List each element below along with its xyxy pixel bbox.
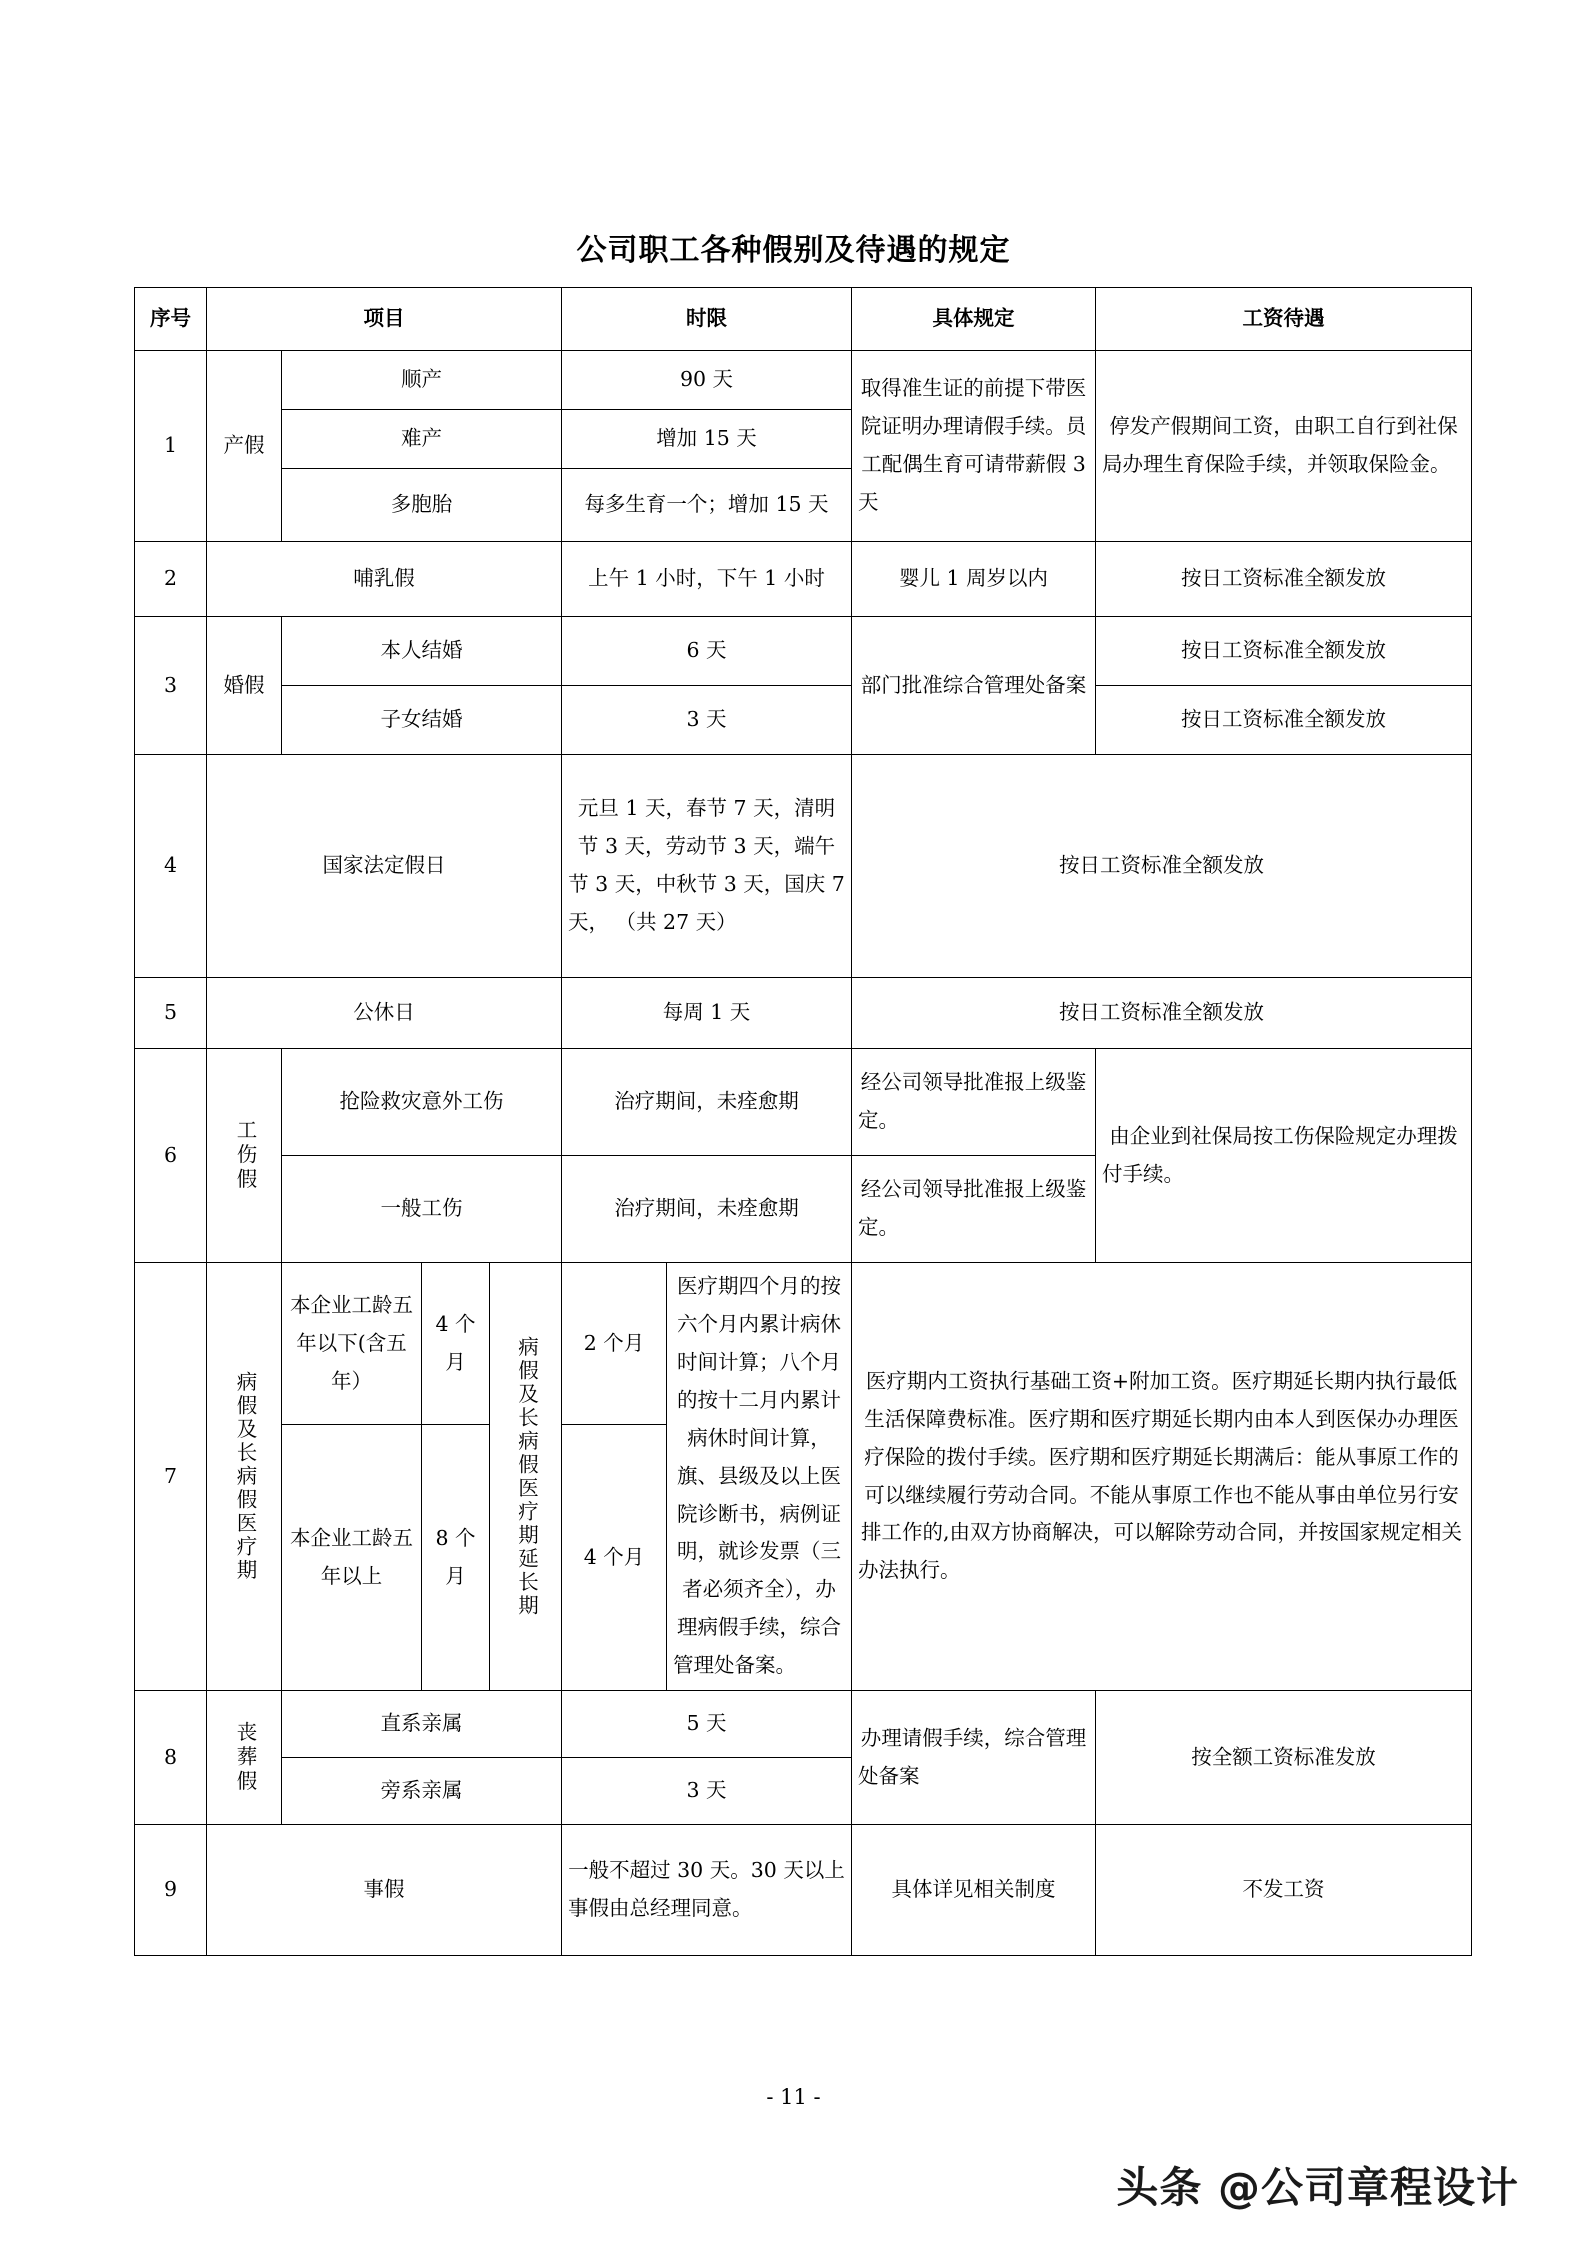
row-seq: 1	[135, 351, 207, 542]
row-pay: 医疗期内工资执行基础工资+附加工资。医疗期延长期内执行最低生活保障费标准。医疗期和医疗期延长期内由本人到医保办办理医疗保险的拨付手续。医疗期和医疗期延长期满后：能从事原工作的可以继续履行劳动合同。不能从事原工作也不能从事由单位另行安排工作的,由双方协商解决，可以解除劳动合同，并按国家规定相关办法执行。	[852, 1263, 1472, 1691]
row-seq: 9	[135, 1825, 207, 1956]
row-rule: 办理请假手续，综合管理处备案	[852, 1691, 1096, 1825]
row-seq: 6	[135, 1049, 207, 1263]
row-limit: 8 个月	[422, 1425, 490, 1691]
row-sub-item: 子女结婚	[282, 686, 562, 755]
row-category: 工伤假	[207, 1049, 282, 1263]
row-sub-item: 难产	[282, 410, 562, 469]
row-seq: 4	[135, 755, 207, 978]
row-seq: 7	[135, 1263, 207, 1691]
row-pay: 停发产假期间工资，由职工自行到社保局办理生育保险手续，并领取保险金。	[1096, 351, 1472, 542]
row-seq: 8	[135, 1691, 207, 1825]
row-rule: 取得准生证的前提下带医院证明办理请假手续。员工配偶生育可请带薪假 3 天	[852, 351, 1096, 542]
row-rule: 婴儿 1 周岁以内	[852, 542, 1096, 617]
row-sub-item: 直系亲属	[282, 1691, 562, 1758]
row-sub-item: 旁系亲属	[282, 1758, 562, 1825]
row-extension-value: 2 个月	[562, 1263, 667, 1425]
table-row	[135, 755, 1472, 978]
row-limit: 治疗期间，未痊愈期	[562, 1049, 852, 1156]
row-limit: 3 天	[562, 686, 852, 755]
row-rule: 经公司领导批准报上级鉴定。	[852, 1156, 1096, 1263]
row-category: 事假	[207, 1825, 562, 1956]
row-pay: 按全额工资标准发放	[1096, 1691, 1472, 1825]
table-row	[135, 1263, 1472, 1425]
row-limit: 每多生育一个；增加 15 天	[562, 469, 852, 542]
row-limit: 5 天	[562, 1691, 852, 1758]
table-row	[135, 617, 1472, 686]
row-limit: 4 个月	[422, 1263, 490, 1425]
row-limit: 90 天	[562, 351, 852, 410]
row-pay: 按日工资标准全额发放	[852, 978, 1472, 1049]
table-row	[135, 686, 1472, 755]
row-limit: 上午 1 小时，下午 1 小时	[562, 542, 852, 617]
header-limit: 时限	[562, 288, 852, 351]
row-limit: 每周 1 天	[562, 978, 852, 1049]
row-pay: 按日工资标准全额发放	[1096, 617, 1472, 686]
row-category: 婚假	[207, 617, 282, 755]
row-sub-item: 顺产	[282, 351, 562, 410]
header-item: 项目	[207, 288, 562, 351]
page-number: - 11 -	[766, 2085, 821, 2109]
row-rule: 部门批准综合管理处备案	[852, 617, 1096, 755]
row-rule: 经公司领导批准报上级鉴定。	[852, 1049, 1096, 1156]
row-category: 公休日	[207, 978, 562, 1049]
row-pay: 按日工资标准全额发放	[1096, 686, 1472, 755]
row-category: 国家法定假日	[207, 755, 562, 978]
row-limit: 治疗期间，未痊愈期	[562, 1156, 852, 1263]
row-category: 产假	[207, 351, 282, 542]
table-row	[135, 1049, 1472, 1156]
watermark-label: 头条 @公司章程设计	[1116, 2163, 1519, 2212]
table-row	[135, 351, 1472, 410]
row-sub-item: 抢险救灾意外工伤	[282, 1049, 562, 1156]
row-extension-value: 4 个月	[562, 1425, 667, 1691]
row-sub-item: 本企业工龄五年以上	[282, 1425, 422, 1691]
row-sub-item: 一般工伤	[282, 1156, 562, 1263]
row-category: 丧葬假	[207, 1691, 282, 1825]
header-seq: 序号	[135, 288, 207, 351]
table-row	[135, 542, 1472, 617]
row-limit: 6 天	[562, 617, 852, 686]
row-category: 病假及长病假医疗期	[207, 1263, 282, 1691]
table-row	[135, 1825, 1472, 1956]
row-rule: 医疗期四个月的按六个月内累计病休时间计算；八个月的按十二月内累计病休时间计算，旗、县级及以上医院诊断书，病例证明，就诊发票（三者必须齐全），办理病假手续，综合管理处备案。	[667, 1263, 852, 1691]
row-seq: 3	[135, 617, 207, 755]
row-rule: 具体详见相关制度	[852, 1825, 1096, 1956]
row-seq: 2	[135, 542, 207, 617]
page-title: 公司职工各种假别及待遇的规定	[576, 233, 1011, 268]
row-extension-label: 病假及长病假医疗期延长期	[490, 1263, 562, 1691]
row-sub-item: 多胞胎	[282, 469, 562, 542]
table-row	[135, 978, 1472, 1049]
header-pay: 工资待遇	[1096, 288, 1472, 351]
row-sub-item: 本人结婚	[282, 617, 562, 686]
row-pay: 按日工资标准全额发放	[852, 755, 1472, 978]
row-category: 哺乳假	[207, 542, 562, 617]
row-pay: 不发工资	[1096, 1825, 1472, 1956]
row-limit: 增加 15 天	[562, 410, 852, 469]
row-pay: 由企业到社保局按工伤保险规定办理拨付手续。	[1096, 1049, 1472, 1263]
row-pay: 按日工资标准全额发放	[1096, 542, 1472, 617]
row-limit: 元旦 1 天，春节 7 天，清明节 3 天，劳动节 3 天，端午节 3 天，中秋节 3 天，国庆 7 天， （共 27 天）	[562, 755, 852, 978]
table-row	[135, 1691, 1472, 1758]
row-seq: 5	[135, 978, 207, 1049]
header-rule: 具体规定	[852, 288, 1096, 351]
leave-policy-table	[134, 287, 1472, 1956]
row-limit: 一般不超过 30 天。30 天以上事假由总经理同意。	[562, 1825, 852, 1956]
row-limit: 3 天	[562, 1758, 852, 1825]
table-header-row	[135, 288, 1472, 351]
row-sub-item: 本企业工龄五年以下(含五年）	[282, 1263, 422, 1425]
